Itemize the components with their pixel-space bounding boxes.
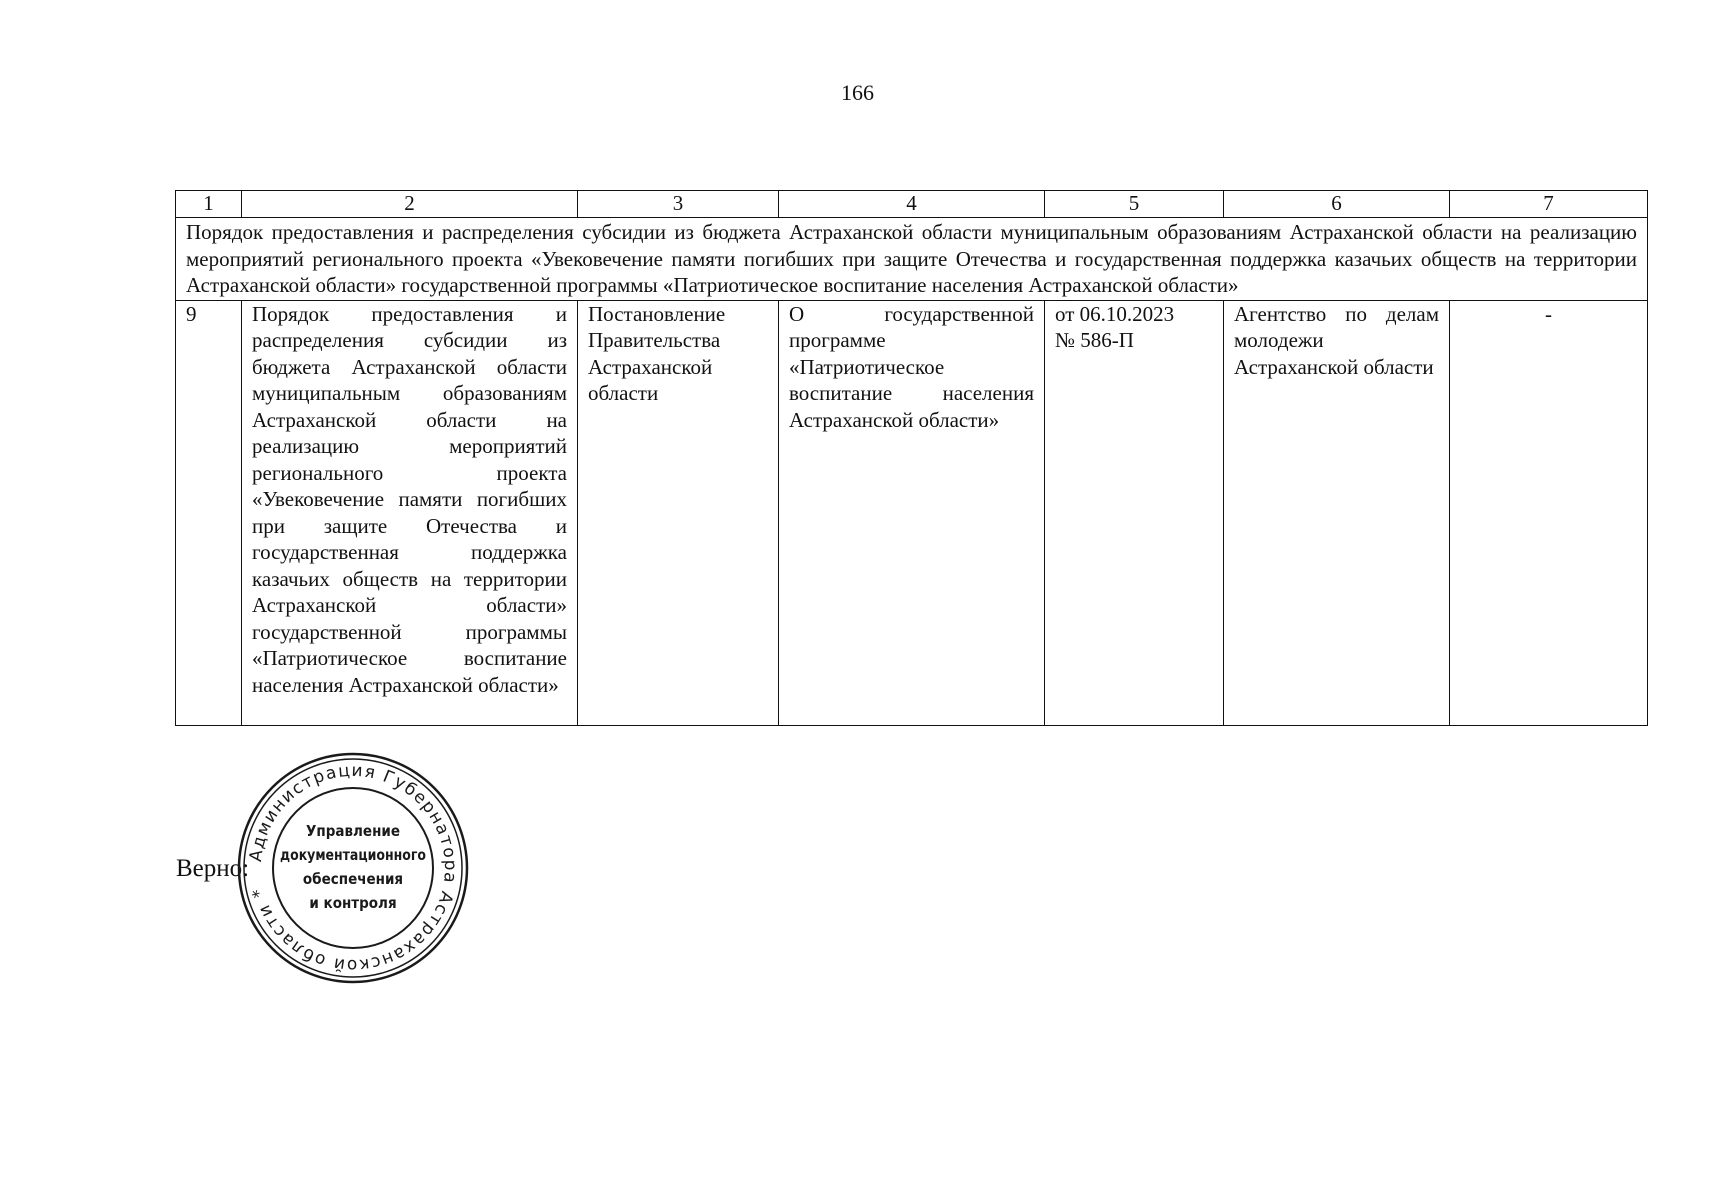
seal-outer-text: Администрация Губернатора Астраханской области * <box>246 760 461 976</box>
seal-inner-line: документационного <box>280 846 426 864</box>
note-cell: - <box>1450 300 1648 725</box>
section-title-row <box>176 218 1648 301</box>
table-row <box>176 300 1648 725</box>
document-table <box>175 190 1648 726</box>
svg-text:Администрация Губернатора Астр <box>246 761 460 975</box>
official-seal <box>235 750 471 986</box>
act-date: от 06.10.2023 <box>1055 301 1175 326</box>
column-number: 5 <box>1045 191 1224 218</box>
responsible-cell: Агентство по делам молодежи Астраханской области <box>1224 300 1450 725</box>
column-number: 2 <box>242 191 578 218</box>
act-number: № 586-П <box>1055 328 1134 352</box>
column-number-row <box>176 191 1648 218</box>
row-number: 9 <box>176 300 242 725</box>
column-number: 6 <box>1224 191 1450 218</box>
page-number: 166 <box>841 80 874 105</box>
column-number: 3 <box>578 191 779 218</box>
act-type-cell: Постановление Правительства Астраханской области <box>578 300 779 725</box>
act-title-cell: О государственной программе «Патриотическое воспитание населения Астраханской области» <box>779 300 1045 725</box>
seal-inner-line: обеспечения <box>302 870 404 888</box>
verification-label: Верно: <box>176 855 250 882</box>
column-number: 7 <box>1450 191 1648 218</box>
act-date-cell <box>1045 300 1224 725</box>
column-number: 1 <box>176 191 242 218</box>
document-name-cell: Порядок предоставления и распределения субсидии из бюджета Астраханской области муниципальным образованиям Астраханской области на реализацию мероприятий регионального проекта «Увековечение памяти погибших при защите Отечества и государственная поддержка казачьих обществ на территории Астраханской области» государственной программы «Патриотическое воспитание населения Астраханской области» <box>242 300 578 725</box>
seal-inner-line: Управление <box>305 822 401 840</box>
section-title: Порядок предоставления и распределения субсидии из бюджета Астраханской области муниципальным образованиям Астраханской области на реализацию мероприятий регионального проекта «Увековечение памяти погибших при защите Отечества и государственная поддержка казачьих обществ на территории Астраханской области» государственной программы «Патриотическое воспитание населения Астраханской области» <box>176 218 1648 301</box>
seal-inner-line: и контроля <box>309 894 397 912</box>
column-number: 4 <box>779 191 1045 218</box>
